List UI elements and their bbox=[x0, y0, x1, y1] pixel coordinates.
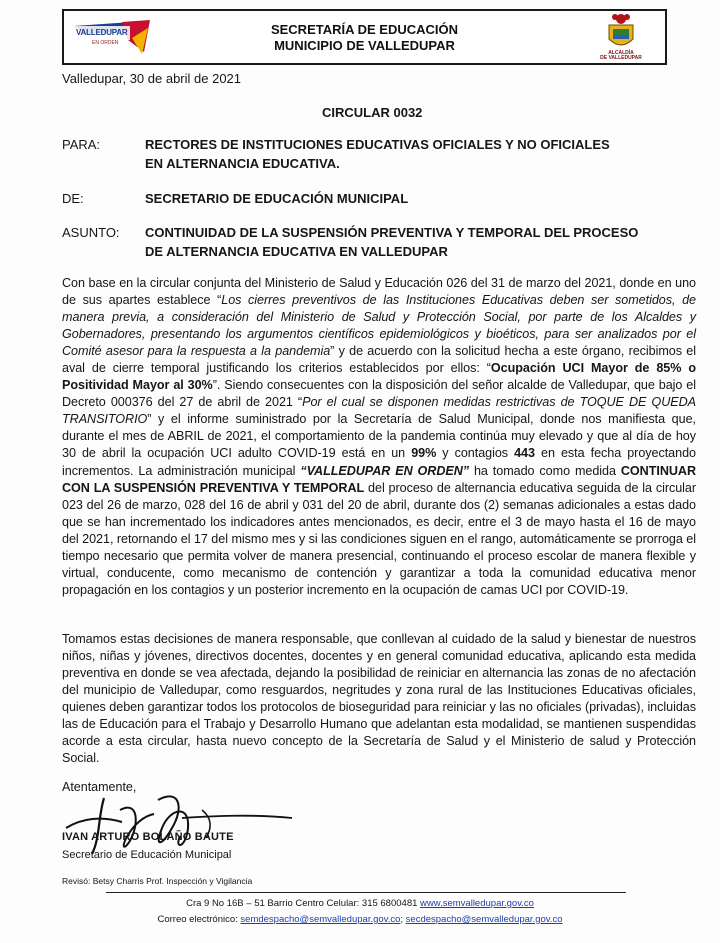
document-header bbox=[62, 9, 667, 65]
alcaldia-line1: ALCALDÍA bbox=[608, 50, 634, 56]
asunto-value-line2: DE ALTERNANCIA EDUCATIVA EN VALLEDUPAR bbox=[145, 244, 448, 259]
p1-text-3: ”. Siendo consecuentes con la disposición del señor alcalde de Valledupar, que bajo el Decreto 000376 del 27 de abril de 2021 “ bbox=[62, 378, 697, 410]
footer-address bbox=[0, 898, 720, 909]
header-title bbox=[64, 22, 665, 54]
p1-text-5: y contagios bbox=[436, 446, 515, 461]
p1-slogan-italic: “VALLEDUPAR EN ORDEN” bbox=[300, 463, 470, 478]
header-title-line1: SECRETARÍA DE EDUCACIÓN bbox=[270, 22, 459, 37]
p1-contagios-count: 443 bbox=[514, 446, 535, 461]
circular-number: CIRCULAR 0032 bbox=[322, 105, 423, 120]
de-label: DE: bbox=[62, 191, 84, 206]
coat-of-arms-text bbox=[593, 51, 649, 61]
closing-text: Atentamente, bbox=[62, 780, 137, 794]
asunto-label: ASUNTO: bbox=[62, 225, 120, 240]
header-title-line2: MUNICIPIO DE VALLEDUPAR bbox=[274, 38, 455, 53]
p1-measure-bold: CONTINUAR CON LA SUSPENSIÓN PREVENTIVA Y TEMPORAL bbox=[62, 463, 696, 495]
p1-text: Con base en la circular conjunta del Ministerio de Salud y Educación 026 del 31 de marzo del 2021, donde en uno de sus apartes establece “ bbox=[62, 276, 696, 308]
footer-email-link-1[interactable]: semdespacho@semvalledupar.gov.co bbox=[240, 914, 401, 925]
p1-decree-italic: Por el cual se disponen medidas restrictivas de TOQUE DE QUEDA TRANSITORIO bbox=[62, 395, 697, 427]
signer-role: Secretario de Educación Municipal bbox=[62, 849, 232, 861]
p1-criteria-bold: Ocupación UCI Mayor de 85% o Positividad Mayor al 30% bbox=[62, 361, 696, 393]
signature-block bbox=[62, 780, 322, 870]
footer-address-text: Cra 9 No 16B – 51 Barrio Centro Celular: 315 6800481 bbox=[186, 898, 421, 909]
reviewed-by: Revisó: Betsy Charris Prof. Inspección y Vigilancia bbox=[62, 876, 253, 886]
asunto-value-line1: CONTINUIDAD DE LA SUSPENSIÓN PREVENTIVA Y TEMPORAL DEL PROCESO bbox=[145, 225, 639, 240]
para-value-line1: RECTORES DE INSTITUCIONES EDUCATIVAS OFICIALES Y NO OFICIALES bbox=[145, 137, 610, 152]
footer-website-link[interactable]: www.semvalledupar.gov.co bbox=[420, 898, 534, 909]
p1-text-2: ” y de acuerdo con la solicitud hecha a este órgano, recibimos el aval de cierre temporal justificando los criterios establecidos por ellos: “ bbox=[62, 344, 696, 376]
footer-divider bbox=[106, 892, 626, 893]
body-paragraph-1 bbox=[62, 275, 696, 599]
letter-date: Valledupar, 30 de abril de 2021 bbox=[62, 71, 242, 86]
p1-uci-percent: 99% bbox=[411, 446, 437, 461]
para-value bbox=[145, 135, 610, 173]
logo-brand-subtext: EN ORDEN bbox=[92, 40, 119, 46]
alcaldia-line2: DE VALLEDUPAR bbox=[600, 55, 642, 61]
footer-emails bbox=[0, 914, 720, 925]
p1-quote-italic: Los cierres preventivos de las Instituciones Educativas deben ser sometidos, de manera previa, a consideración del Ministerio de Salud y Protección Social, por parte de los Alcaldes y Gobernadores, presentando los argumentos científicos epidemiológicos y bioéticos, para ser analizados por el Comité asesor para la respuesta a la pandemia bbox=[62, 293, 696, 359]
p1-text-7: ha tomado como medida bbox=[469, 463, 621, 478]
asunto-value bbox=[145, 223, 638, 261]
para-label: PARA: bbox=[62, 137, 101, 152]
footer-email-label: Correo electrónico: bbox=[157, 914, 241, 925]
handwritten-signature bbox=[62, 788, 322, 858]
footer-email-separator: ; bbox=[400, 914, 406, 925]
coat-of-arms-logo bbox=[593, 13, 649, 63]
de-value: SECRETARIO DE EDUCACIÓN MUNICIPAL bbox=[145, 191, 409, 206]
signer-name: IVAN ARTURO BOLAÑO BAUTE bbox=[62, 831, 234, 843]
body-paragraph-2: Tomamos estas decisiones de manera responsable, que conllevan al cuidado de la salud y bienestar de nuestros niños, niñas y jóvenes, directivos docentes, docentes y en general comunidad educativa, aplicando esta medida preventiva en donde se vea afectada, dejando la posibilidad de reiniciar en alternancia las zonas de no afectación del municipio de Valledupar, como resguardos, negritudes y zona rural de las Instituciones Educativas oficiales, quienes deben garantizar todos los protocolos de bioseguridad para reiniciar y las no oficiales (privadas), incluidas las de Educación para el Trabajo y Desarrollo Humano que adelantan esta modalidad, se mantienen suspendidas acorde a esta circular, hasta nuevo concepto de la Secretaría de Salud y el Ministerio de salud y Protección Social. bbox=[62, 632, 696, 766]
p1-text-6: en esta fecha proyectando incrementos. La administración municipal bbox=[62, 446, 696, 478]
p1-text-4: ” y el informe suministrado por la Secretaría de Salud Municipal, donde nos manifiesta que, durante el mes de ABRIL de 2021, el comportamiento de la pandemia continúa muy elevado y que al día de hoy 30 de abril la ocupación UCI adulto COVID-19 está en un bbox=[62, 412, 696, 461]
coat-of-arms-icon bbox=[593, 13, 649, 51]
footer-email-link-2[interactable]: secdespacho@semvalledupar.gov.co bbox=[405, 914, 563, 925]
para-value-line2: EN ALTERNANCIA EDUCATIVA. bbox=[145, 156, 340, 171]
p1-text-8: del proceso de alternancia educativa seguida de la circular 023 del 26 de marzo, 028 del 16 de abril y 031 del 20 de abril, durante dos (2) semanas adicionales a estas dado que se han incrementado los indicadores antes mencionados, es decir, entre el 3 de mayo hasta el 16 de mayo del 2021, retornando el 17 del mismo mes y si las condiciones siguen en el rango, automáticamente se prorroga el tiempo necesario que permita volver de manera presencial, continuando el proceso escolar de manera flexible y virtual, conducente, como mecanismo de contención y garantizar a toda la comunidad educativa menor propagación en los contagios y un posterior incremento en la ocupación de camas UCI por COVID-19. bbox=[62, 480, 697, 597]
logo-brand-text: VALLEDUPAR bbox=[76, 28, 128, 37]
